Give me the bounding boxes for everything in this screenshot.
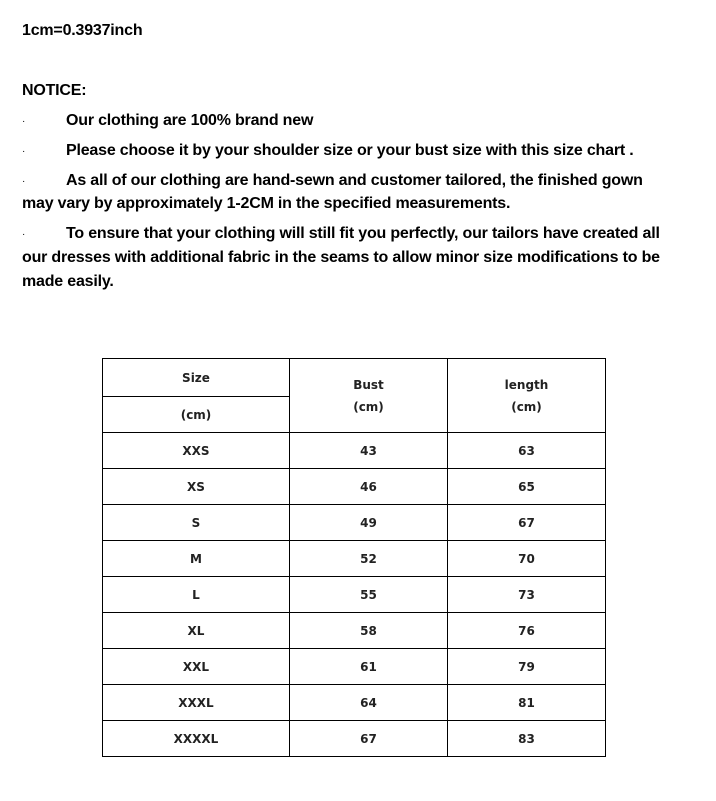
notice-item-cont: made easily. [22,273,114,290]
notice-item: Please choose it by your shoulder size or your bust size with this size chart . [66,142,634,159]
table-row [103,541,606,577]
table-row [103,469,606,505]
cell-bust: 46 [290,469,448,505]
bullet: · [22,176,26,187]
cell-length: 83 [448,721,606,757]
bullet: · [22,116,26,127]
notice-item: As all of our clothing are hand-sewn and customer tailored, the finished gown [66,172,643,189]
cell-length: 81 [448,685,606,721]
header-length-unit: (cm) [511,399,542,414]
table-row [103,577,606,613]
table-row [103,721,606,757]
cell-bust: 61 [290,649,448,685]
table-row [103,505,606,541]
cell-bust: 52 [290,541,448,577]
cell-bust: 67 [290,721,448,757]
header-size: Size [103,359,290,397]
cell-length: 65 [448,469,606,505]
notice-title: NOTICE: [22,82,87,99]
bullet: · [22,146,26,157]
size-chart-table [102,358,606,757]
header-length [448,359,606,433]
header-bust-unit: (cm) [353,399,384,414]
notice-item-cont: may vary by approximately 1-2CM in the specified measurements. [22,195,511,212]
table-row [103,433,606,469]
cell-size: XXXL [103,685,290,721]
table-row [103,613,606,649]
cell-length: 67 [448,505,606,541]
cell-size: XL [103,613,290,649]
notice-item: Our clothing are 100% brand new [66,112,314,129]
cell-bust: 58 [290,613,448,649]
table-row [103,649,606,685]
header-bust-label: Bust [353,377,384,392]
bullet: · [22,229,26,240]
table-row [103,685,606,721]
cell-size: XXXXL [103,721,290,757]
cell-size: XXL [103,649,290,685]
notice-item-cont: our dresses with additional fabric in the seams to allow minor size modifications to be [22,249,660,266]
cell-length: 79 [448,649,606,685]
cell-bust: 49 [290,505,448,541]
cell-size: L [103,577,290,613]
cell-bust: 43 [290,433,448,469]
notice-item: To ensure that your clothing will still fit you perfectly, our tailors have created all [66,225,660,242]
cell-length: 73 [448,577,606,613]
conversion-note: 1cm=0.3937inch [22,22,143,39]
cell-length: 76 [448,613,606,649]
header-size-unit: (cm) [103,397,290,433]
header-length-label: length [504,377,549,392]
cell-length: 70 [448,541,606,577]
cell-length: 63 [448,433,606,469]
cell-size: S [103,505,290,541]
cell-bust: 64 [290,685,448,721]
cell-size: M [103,541,290,577]
cell-size: XXS [103,433,290,469]
cell-bust: 55 [290,577,448,613]
cell-size: XS [103,469,290,505]
header-bust [290,359,448,433]
